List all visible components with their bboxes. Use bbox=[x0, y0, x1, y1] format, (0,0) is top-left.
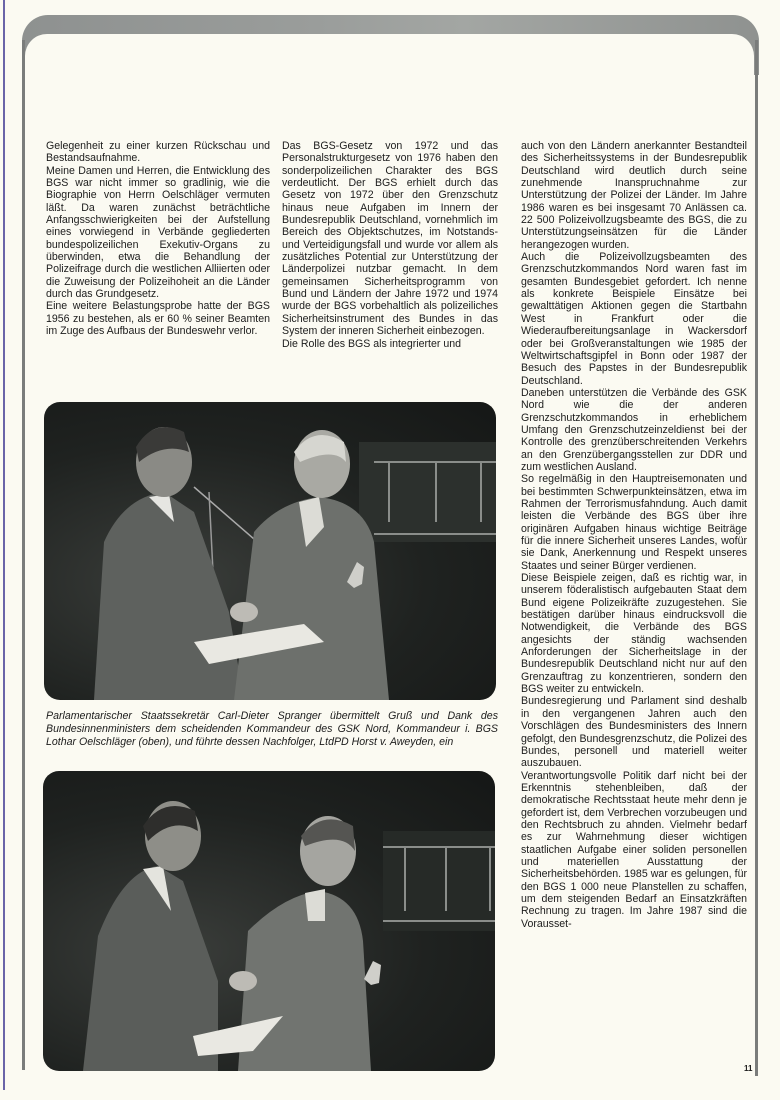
paragraph: Eine weitere Belastungsprobe hatte der BGS 1956 zu bestehen, als er 60 % seiner Beamten im Zuge des Aufbaus der Bundeswehr verlor. bbox=[46, 300, 270, 338]
paragraph: Meine Damen und Herren, die Entwicklung des BGS war nicht immer so gradlinig, wie die Biographie von Herrn Oelschläger vermuten läßt. Da waren zunächst beträchtliche Anfangsschwierigkeiten bei der Aufstellung eines vorwiegend in Verbände gegliederten bundespolizeilichen Exekutiv-Organs zu überwinden, etwa die Behandlung der Polizeifrage durch die westlichen Alliierten oder die Zuweisung der Polizeihoheit an die Länder durch das Grundgesetz. bbox=[46, 164, 270, 301]
photo-caption: Parlamentarischer Staatssekretär Carl-Dieter Spranger übermittelt Gruß und Dank des Bundesinnenministers dem scheidenden Kommandeur des GSK Nord, Kommandeur i. BGS Lothar Oelschläger (oben), und führte dessen Nachfolger, LtdPD Horst v. Aweyden, ein bbox=[46, 710, 498, 748]
photo-handshake-top bbox=[44, 402, 496, 700]
paragraph: Die Rolle des BGS als integrierter und bbox=[282, 337, 462, 350]
paragraph: Auch die Polizeivollzugsbeamten des Grenzschutzkommandos Nord waren fast im gesamten Bundesgebiet gefordert. Ich nenne als konkrete Beispiele Einsätze bei gewalttätigen Aktionen gegen die Startbahn West in Frankfurt oder die Wiederaufbereitungsanlage in Wackersdorf oder bei Großveranstaltungen wie 1985 der Weltwirtschaftsgipfel in Bonn oder 1987 der Besuch des Papstes in der Bundesrepublik Deutschland. bbox=[521, 251, 747, 387]
paragraph: Gelegenheit zu einer kurzen Rückschau und Bestandsaufnahme. bbox=[46, 140, 270, 165]
photo-handshake-bottom bbox=[43, 771, 495, 1071]
paragraph: Verantwortungsvolle Politik darf nicht bei der Erkenntnis stehenbleiben, daß der demokratische Rechtsstaat heute mehr denn je gefordert ist, dem Verbrechen vorzubeugen und den Rechtsbruch zu ahnden. Vielmehr bedarf es zur Wahrnehmung dieser wichtigen staatlichen Aufgabe einer soliden personellen und materiellen Ausstattung der Sicherheitsbehörden. 1985 war es gelungen, für den BGS 1 000 neue Planstellen zu schaffen, um dem steigenden Bedarf an Einsatzkräften Rechnung zu tragen. Im Jahre 1987 sind die Vorausset- bbox=[521, 769, 747, 930]
page-frame-right-rule bbox=[755, 40, 758, 1076]
text-column-3 bbox=[521, 140, 747, 930]
page-frame-left-rule bbox=[22, 40, 25, 1070]
photo-illustration bbox=[43, 771, 495, 1071]
paragraph: Diese Beispiele zeigen, daß es richtig war, in unserem föderalistisch aufgebauten Staat dem Bund eigene Polizeikräfte zuzugestehen. Sie bestätigen darüber hinaus eindrucksvoll die Notwendigkeit, die Verbände des BGS angesichts der ständig wachsenden Anforderungen der Sicherheitslage in der Bundesrepublik Deutschland nicht nur auf den Grenzauftrag zu konzentrieren, sondern den BGS weiter zu entwickeln. bbox=[521, 572, 747, 696]
paragraph: Daneben unterstützen die Verbände des GSK Nord wie die der anderen Grenzschutzkommandos in erheblichem Umfang den Grenzschutzeinzeldienst bei der Kontrolle des grenzüberschreitenden Verkehrs an den Grenzübergangsstellen zur DDR und zum westlichen Ausland. bbox=[521, 386, 747, 473]
text-column-2 bbox=[282, 140, 498, 350]
page-number: 11 bbox=[744, 1064, 753, 1073]
paragraph: auch von den Ländern anerkannter Bestandteil des Sicherheitssystems in der Bundesrepublik Deutschland wird deutlich durch seine zunehmende Inanspruchnahme zur Unterstützung der Polizei der Länder. Im Jahre 1986 waren es bei insgesamt 70 Anlässen ca. 22 500 Polizeivollzugsbeamte des BGS, die zu Unterstützungseinsätzen für die Länder herangezogen wurden. bbox=[521, 140, 747, 251]
paragraph: Das BGS-Gesetz von 1972 und das Personalstrukturgesetz von 1976 haben den sonderpolizeilichen Charakter des BGS verdeutlicht. Der BGS erhielt durch das Gesetz von 1972 über den Grenzschutz hinaus neue Aufgaben im Innern der Bundesrepublik Deutschland, vornehmlich im Bereich des Objektschutzes, im Notstands- und Verteidigungsfall und wurde vor allem als zusätzliches Potential zur Unterstützung der Länderpolizei nutzbar gemacht. In dem gemeinsamen Sicherheitsprogramm von Bund und Ländern der Jahre 1972 und 1974 wurde der BGS vorbehaltlich als polizeiliches Sicherheitsinstrument des Bundes in das System der inneren Sicherheit einbezogen. bbox=[282, 140, 498, 338]
text-column-1 bbox=[46, 140, 270, 338]
paragraph: Bundesregierung und Parlament sind deshalb in den vergangenen Jahren auch den Vorschlägen des Bundesministers des Innern gefolgt, den Bundesgrenzschutz, die Polizei des Bundes, personell und materiell weiter auszubauen. bbox=[521, 695, 747, 770]
page-frame-inner bbox=[25, 34, 754, 94]
paragraph: So regelmäßig in den Hauptreisemonaten und bei bestimmten Schwerpunkteinsätzen, etwa im Rahmen der Terrorismusfahndung. Auch damit leisten die Verbände des BGS über ihre originären Aufgaben hinaus wichtige Beiträge für die innere Sicherheit unseres Landes, wofür sie Dank, Anerkennung und Respekt unseres Staates und seiner Bürger verdienen. bbox=[521, 473, 747, 572]
scan-edge-line bbox=[3, 0, 5, 1090]
photo-illustration bbox=[44, 402, 496, 700]
